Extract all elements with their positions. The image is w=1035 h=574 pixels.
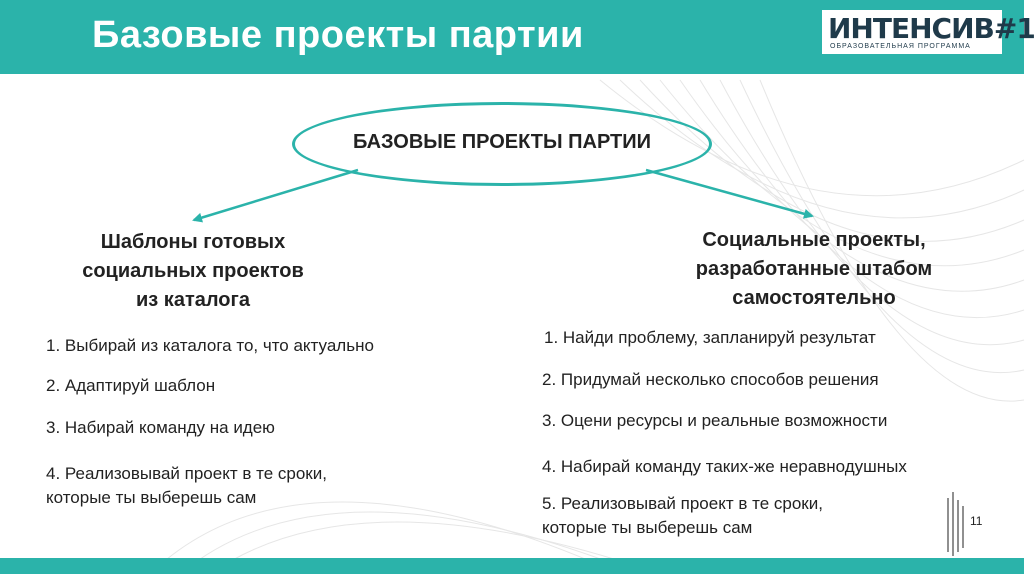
right-item-line: которые ты выберешь сам	[542, 518, 753, 537]
center-oval-label: БАЗОВЫЕ ПРОЕКТЫ ПАРТИИ	[352, 131, 652, 153]
left-list-item	[46, 462, 327, 510]
logo-subtitle: ОБРАЗОВАТЕЛЬНАЯ ПРОГРАММА	[830, 43, 971, 50]
left-item-line: 3. Набирай команду на идею	[46, 418, 275, 437]
right-item-line: 5. Реализовывай проект в те сроки,	[542, 494, 823, 513]
right-list-item	[544, 326, 876, 350]
left-title-line: социальных проектов	[82, 260, 304, 282]
left-item-line: 2. Адаптируй шаблон	[46, 376, 216, 395]
left-item-line: которые ты выберешь сам	[46, 488, 257, 507]
right-title-line: Социальные проекты,	[702, 229, 926, 251]
footer-bar	[0, 558, 1024, 574]
logo-text: ИНТЕНСИВ	[828, 12, 994, 45]
right-list-item	[542, 492, 823, 540]
right-branch-title	[656, 226, 972, 313]
logo-number: #1	[993, 12, 1035, 45]
left-title-line: Шаблоны готовых	[100, 231, 286, 253]
right-item-line: 3. Оцени ресурсы и реальные возможности	[542, 411, 888, 430]
left-list-item	[46, 374, 215, 398]
left-list-item	[46, 334, 374, 358]
left-item-line: 1. Выбирай из каталога то, что актуально	[46, 336, 374, 355]
right-list-item	[542, 409, 887, 433]
page-number: 11	[970, 514, 983, 528]
left-list-item	[46, 416, 275, 440]
right-item-line: 1. Найди проблему, запланируй результат	[544, 328, 876, 347]
left-title-line: из каталога	[136, 289, 250, 311]
right-title-line: самостоятельно	[732, 287, 896, 309]
left-branch-title	[48, 228, 338, 315]
page-title: Базовые проекты партии	[92, 14, 584, 56]
arrow-right	[646, 170, 812, 216]
arrow-left	[194, 170, 358, 220]
right-list-item	[542, 455, 907, 479]
right-item-line: 4. Набирай команду таких-же неравнодушных	[542, 457, 907, 476]
left-item-line: 4. Реализовывай проект в те сроки,	[46, 464, 327, 483]
right-title-line: разработанные штабом	[695, 258, 933, 280]
right-list-item	[542, 368, 879, 392]
right-item-line: 2. Придумай несколько способов решения	[542, 370, 879, 389]
